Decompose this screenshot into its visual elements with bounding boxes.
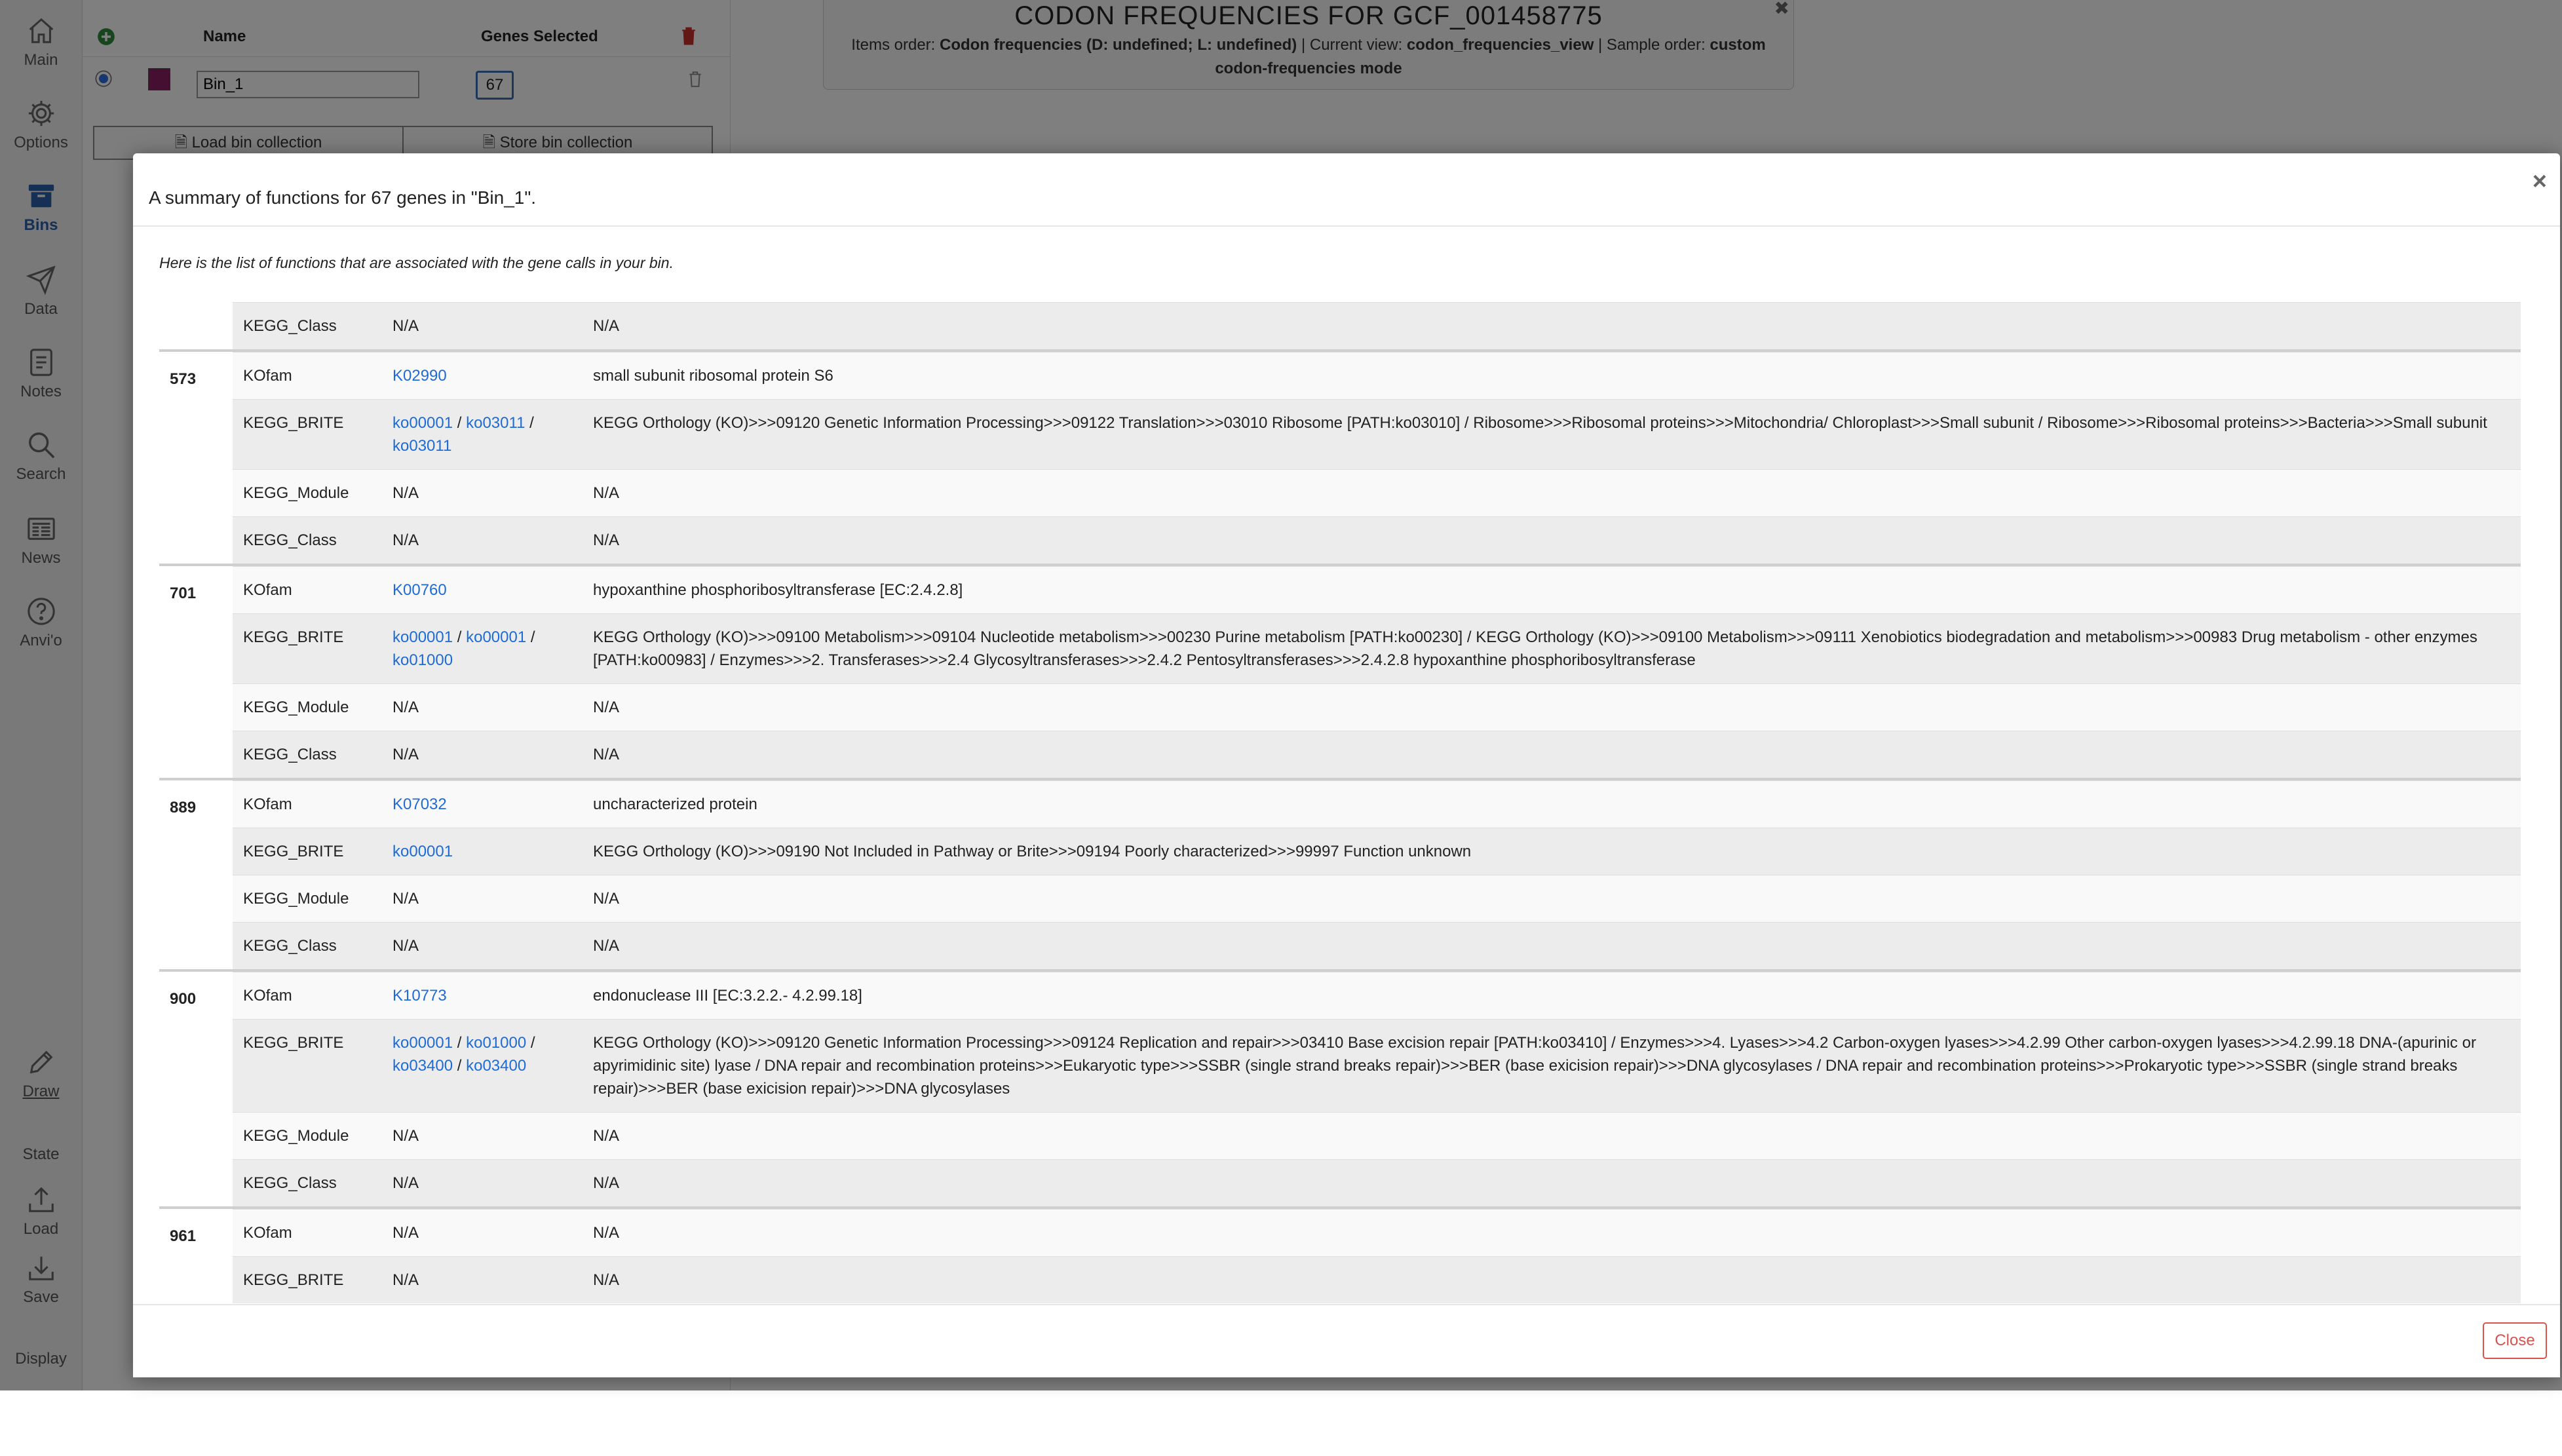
gene-id: 900	[170, 990, 197, 1008]
function-source: KEGG_BRITE	[233, 1020, 382, 1113]
gene-group	[159, 565, 2521, 779]
function-source: KEGG_Class	[233, 303, 382, 350]
modal-title: A summary of functions for 67 genes in "Bin_1".	[149, 187, 537, 208]
function-accession[interactable]	[382, 567, 583, 614]
accession-separator: /	[453, 414, 467, 432]
accession-separator: /	[526, 628, 535, 646]
function-description: N/A	[583, 1113, 2521, 1160]
function-source: KEGG_BRITE	[233, 1257, 382, 1304]
function-source: KEGG_Class	[233, 923, 382, 970]
function-row	[233, 1210, 2521, 1257]
function-accession: N/A	[382, 470, 583, 517]
accession-link[interactable]: ko00001	[392, 843, 453, 860]
accession-link[interactable]: K10773	[392, 987, 447, 1005]
functions-summary-modal	[133, 153, 2560, 1376]
function-row	[233, 923, 2521, 970]
modal-header	[133, 153, 2560, 227]
gene-group	[159, 970, 2521, 1208]
function-row	[233, 517, 2521, 564]
function-row	[233, 1113, 2521, 1160]
accession-link[interactable]: ko03400	[392, 1057, 453, 1075]
gene-group	[159, 351, 2521, 565]
function-accession: N/A	[382, 1210, 583, 1257]
function-row	[233, 1257, 2521, 1304]
functions-table-scroll[interactable]	[159, 301, 2521, 1456]
gene-id: 701	[170, 584, 197, 602]
function-description: N/A	[583, 470, 2521, 517]
function-source: KEGG_BRITE	[233, 828, 382, 875]
function-accession[interactable]	[382, 781, 583, 828]
accession-link[interactable]: ko01000	[466, 1034, 527, 1052]
accession-link[interactable]: ko00001	[392, 1034, 453, 1052]
function-source: KEGG_Class	[233, 517, 382, 564]
function-row	[233, 875, 2521, 923]
accession-link[interactable]: K07032	[392, 795, 447, 813]
function-row	[233, 400, 2521, 470]
function-description: endonuclease III [EC:3.2.2.- 4.2.99.18]	[583, 972, 2521, 1020]
function-row	[233, 781, 2521, 828]
accession-separator: /	[453, 628, 467, 646]
accession-link[interactable]: K02990	[392, 367, 447, 385]
function-row	[233, 303, 2521, 350]
function-description: N/A	[583, 875, 2521, 923]
gene-group	[159, 779, 2521, 970]
function-accession: N/A	[382, 875, 583, 923]
function-description: KEGG Orthology (KO)>>>09120 Genetic Information Processing>>>09124 Replication and repair>>>03410 Base excision repair [PATH:ko03410] / Enzymes>>>4. Lyases>>>4.2 Carbon-oxygen lyases>>>4.2.99 Other carbon-oxygen lyases>>>4.2.99.18 DNA-(apurinic or apyrimidinic site) lyase / DNA repair and recombination proteins>>>Eukaryotic type>>>SSBR (single strand breaks repair)>>>BER (base exicision repair)>>>DNA glycosylases / DNA repair and recombination proteins>>>Prokaryotic type>>>SSBR (single strand breaks repair)>>>BER (base exicision repair)>>>DNA glycosylases	[583, 1020, 2521, 1113]
function-source: KEGG_BRITE	[233, 400, 382, 470]
accession-separator: /	[453, 1034, 467, 1052]
function-row	[233, 353, 2521, 400]
accession-link[interactable]: ko03011	[466, 414, 526, 432]
function-description: small subunit ribosomal protein S6	[583, 353, 2521, 400]
function-accession: N/A	[382, 303, 583, 350]
accession-link[interactable]: K00760	[392, 581, 447, 599]
close-button[interactable]: Close	[2483, 1322, 2547, 1359]
function-row	[233, 567, 2521, 614]
function-description: N/A	[583, 923, 2521, 970]
accession-link[interactable]: ko00001	[392, 414, 453, 432]
accession-separator: /	[453, 1057, 467, 1075]
function-row	[233, 1020, 2521, 1113]
function-source: KEGG_Module	[233, 875, 382, 923]
function-row	[233, 731, 2521, 778]
function-accession: N/A	[382, 1257, 583, 1304]
function-accession: N/A	[382, 923, 583, 970]
function-row	[233, 1160, 2521, 1207]
function-description: N/A	[583, 303, 2521, 350]
gene-id: 889	[170, 799, 197, 816]
function-accession[interactable]	[382, 614, 583, 684]
function-source: KEGG_Class	[233, 731, 382, 778]
function-row	[233, 614, 2521, 684]
function-accession: N/A	[382, 1113, 583, 1160]
function-accession: N/A	[382, 517, 583, 564]
accession-link[interactable]: ko03011	[392, 437, 452, 455]
function-accession: N/A	[382, 731, 583, 778]
function-accession[interactable]	[382, 972, 583, 1020]
function-accession: N/A	[382, 1160, 583, 1207]
function-description: N/A	[583, 1210, 2521, 1257]
function-description: hypoxanthine phosphoribosyltransferase [EC:2.4.2.8]	[583, 567, 2521, 614]
function-row	[233, 828, 2521, 875]
function-source: KEGG_Class	[233, 1160, 382, 1207]
function-description: uncharacterized protein	[583, 781, 2521, 828]
function-accession[interactable]	[382, 1020, 583, 1113]
accession-link[interactable]: ko00001	[392, 628, 453, 646]
function-description: KEGG Orthology (KO)>>>09190 Not Included in Pathway or Brite>>>09194 Poorly characterized>>>99997 Function unknown	[583, 828, 2521, 875]
function-description: N/A	[583, 517, 2521, 564]
function-accession[interactable]	[382, 353, 583, 400]
function-row	[233, 972, 2521, 1020]
function-source: KOfam	[233, 972, 382, 1020]
modal-close-icon[interactable]: ×	[2532, 168, 2547, 195]
modal-footer	[133, 1304, 2560, 1377]
modal-intro-text: Here is the list of functions that are associated with the gene calls in your bin.	[159, 254, 674, 271]
function-description: N/A	[583, 1257, 2521, 1304]
function-row	[233, 470, 2521, 517]
function-source: KOfam	[233, 1210, 382, 1257]
function-source: KEGG_Module	[233, 684, 382, 731]
gene-id	[159, 302, 233, 351]
gene-group	[159, 1208, 2521, 1303]
function-accession[interactable]	[382, 400, 583, 470]
gene-id: 573	[170, 370, 197, 388]
accession-separator: /	[526, 1034, 535, 1052]
function-source: KEGG_Module	[233, 1113, 382, 1160]
accession-separator: /	[525, 414, 534, 432]
function-source: KOfam	[233, 353, 382, 400]
accession-link[interactable]: ko03400	[466, 1057, 527, 1075]
function-source: KOfam	[233, 781, 382, 828]
gene-group	[159, 302, 2521, 351]
functions-table	[159, 302, 2521, 1303]
accession-link[interactable]: ko01000	[392, 651, 453, 669]
function-source: KEGG_BRITE	[233, 614, 382, 684]
function-description: KEGG Orthology (KO)>>>09100 Metabolism>>>09104 Nucleotide metabolism>>>00230 Purine metabolism [PATH:ko00230] / KEGG Orthology (KO)>>>09100 Metabolism>>>09111 Xenobiotics biodegradation and metabolism>>>00983 Drug metabolism - other enzymes [PATH:ko00983] / Enzymes>>>2. Transferases>>>2.4 Glycosyltransferases>>>2.4.2 Pentosyltransferases>>>2.4.2.8 hypoxanthine phosphoribosyltransferase	[583, 614, 2521, 684]
function-accession: N/A	[382, 684, 583, 731]
function-description: N/A	[583, 684, 2521, 731]
function-description: KEGG Orthology (KO)>>>09120 Genetic Information Processing>>>09122 Translation>>>03010 Ribosome [PATH:ko03010] / Ribosome>>>Ribosomal proteins>>>Mitochondria/ Chloroplast>>>Small subunit / Ribosome>>>Ribosomal proteins>>>Bacteria>>>Small subunit	[583, 400, 2521, 470]
function-source: KEGG_Module	[233, 470, 382, 517]
function-source: KOfam	[233, 567, 382, 614]
function-row	[233, 684, 2521, 731]
gene-id: 961	[170, 1227, 197, 1245]
scroll-top-fade	[159, 301, 2521, 302]
accession-link[interactable]: ko00001	[466, 628, 527, 646]
function-accession[interactable]	[382, 828, 583, 875]
function-description: N/A	[583, 1160, 2521, 1207]
function-description: N/A	[583, 731, 2521, 778]
